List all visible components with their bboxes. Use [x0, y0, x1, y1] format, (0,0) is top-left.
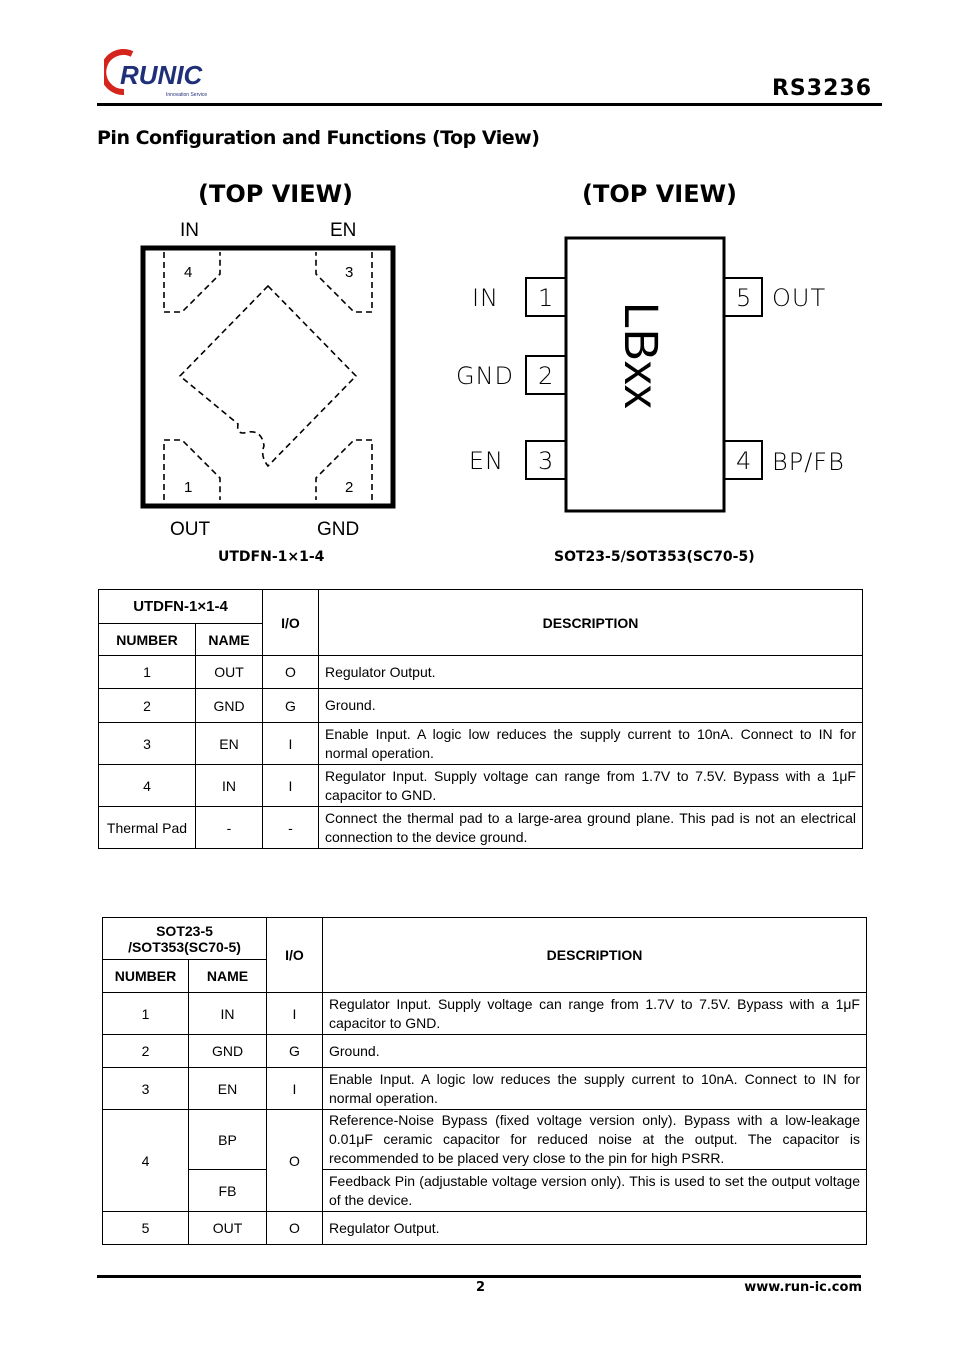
- table-package-line1: SOT23-5: [156, 922, 213, 939]
- table-description-header: DESCRIPTION: [319, 590, 863, 656]
- table-row: [99, 689, 863, 723]
- dfn-pin-name-gnd: GND: [317, 519, 360, 540]
- pin-number: 3: [103, 1068, 189, 1110]
- pin-name: EN: [196, 723, 263, 765]
- footer-divider: [97, 1275, 861, 1278]
- logo-tagline: Innovation Service: [166, 92, 208, 98]
- table-row: [103, 1110, 867, 1170]
- pin-io: O: [267, 1212, 323, 1245]
- utdfn-pin-table: [98, 589, 863, 849]
- pin-number: 1: [103, 993, 189, 1035]
- sot-pin-num-2: 2: [538, 362, 554, 390]
- dfn-pin-num-4: 4: [184, 264, 193, 281]
- pin-name: FB: [189, 1170, 267, 1212]
- sot-pin-num-5: 5: [736, 284, 752, 312]
- sot-pin-num-4: 4: [736, 447, 752, 475]
- table-row: [99, 765, 863, 807]
- pin-name: OUT: [196, 656, 263, 689]
- part-number: RS3236: [771, 76, 872, 101]
- dfn-pin-name-out: OUT: [170, 519, 211, 540]
- table-row: [103, 993, 867, 1035]
- pin-name: GND: [196, 689, 263, 723]
- pin-io: -: [263, 807, 319, 849]
- section-title: Pin Configuration and Functions (Top View): [97, 127, 540, 149]
- sot-marking-code: LBxx: [614, 302, 667, 409]
- pin-name: GND: [189, 1035, 267, 1068]
- pin-description: Enable Input. A logic low reduces the supply current to 10nA. Connect to IN for normal operation.: [323, 1068, 867, 1110]
- dfn-package-caption: UTDFN-1×1-4: [218, 549, 325, 565]
- sot23-pin-table: [102, 917, 867, 1245]
- pin-number: 3: [99, 723, 196, 765]
- sot-pin-name-out: OUT: [772, 284, 827, 312]
- pin-io: I: [267, 993, 323, 1035]
- table-package-line2: /SOT353(SC70-5): [128, 938, 241, 955]
- pin-name: BP: [189, 1110, 267, 1170]
- company-logo: [104, 46, 224, 102]
- table-name-header: NAME: [189, 960, 267, 993]
- dfn-pad-2: [316, 440, 372, 500]
- pin-name: OUT: [189, 1212, 267, 1245]
- dfn-thermal-pad: [180, 286, 356, 466]
- table-package-header: [103, 918, 267, 960]
- pin-io: I: [267, 1068, 323, 1110]
- header-divider: [97, 103, 882, 106]
- utdfn-package-diagram: [120, 210, 420, 545]
- pin-description: Regulator Output.: [319, 656, 863, 689]
- sot23-package-diagram: [455, 230, 875, 520]
- pin-io: I: [263, 723, 319, 765]
- dfn-pin-num-2: 2: [345, 479, 354, 496]
- page-number: 2: [476, 1280, 486, 1295]
- sot-pin-name-en: EN: [468, 447, 504, 475]
- pin-description: Regulator Output.: [323, 1212, 867, 1245]
- dfn-pin-name-in: IN: [180, 220, 199, 241]
- table-row: [99, 656, 863, 689]
- sot-pin-name-gnd: GND: [455, 362, 514, 390]
- dfn-pin-num-3: 3: [345, 264, 354, 281]
- pin-description: Ground.: [319, 689, 863, 723]
- pin-name: IN: [189, 993, 267, 1035]
- dfn-pin-name-en: EN: [330, 220, 357, 241]
- pin-number: 5: [103, 1212, 189, 1245]
- pin-description: Reference-Noise Bypass (fixed voltage version only). Bypass with a low-leakage 0.01μF ceramic capacitor for reduced noise at the output. The capacitor is recommended to be placed very close to the pin for high PSRR.: [323, 1110, 867, 1170]
- table-row: [99, 807, 863, 849]
- pin-description: Enable Input. A logic low reduces the supply current to 10nA. Connect to IN for normal operation.: [319, 723, 863, 765]
- pin-io: G: [267, 1035, 323, 1068]
- pin-io: O: [267, 1110, 323, 1212]
- pin-number: 4: [103, 1110, 189, 1212]
- table-row: [103, 1170, 867, 1212]
- pin-description: Ground.: [323, 1035, 867, 1068]
- pin-io: O: [263, 656, 319, 689]
- sot-pin-num-3: 3: [538, 447, 554, 475]
- pin-description: Regulator Input. Supply voltage can range from 1.7V to 7.5V. Bypass with a 1μF capacitor to GND.: [323, 993, 867, 1035]
- pin-number: 2: [103, 1035, 189, 1068]
- table-io-header: I/O: [267, 918, 323, 993]
- sot-package-caption: SOT23-5/SOT353(SC70-5): [554, 549, 755, 565]
- table-number-header: NUMBER: [103, 960, 189, 993]
- sot-pin-num-1: 1: [538, 284, 554, 312]
- table-number-header: NUMBER: [99, 624, 196, 656]
- table-row: [103, 1068, 867, 1110]
- sot-top-view-label: (TOP VIEW): [582, 180, 738, 208]
- pin-description: Regulator Input. Supply voltage can range from 1.7V to 7.5V. Bypass with a 1μF capacitor to GND.: [319, 765, 863, 807]
- pin-name: -: [196, 807, 263, 849]
- sot-pin-name-bpfb: BP/FB: [772, 448, 845, 476]
- table-row: [103, 1035, 867, 1068]
- pin-number: Thermal Pad: [99, 807, 196, 849]
- pin-description: Connect the thermal pad to a large-area ground plane. This pad is not an electrical connection to the device ground.: [319, 807, 863, 849]
- dfn-pin-num-1: 1: [184, 479, 193, 496]
- website-link[interactable]: www.run-ic.com: [744, 1280, 862, 1295]
- pin-number: 4: [99, 765, 196, 807]
- table-row: [99, 723, 863, 765]
- pin-name: IN: [196, 765, 263, 807]
- pin-number: 2: [99, 689, 196, 723]
- pin-io: I: [263, 765, 319, 807]
- sot-pin-name-in: IN: [471, 284, 499, 312]
- table-row: [103, 1212, 867, 1245]
- dfn-pad-3: [316, 252, 372, 312]
- pin-number: 1: [99, 656, 196, 689]
- table-name-header: NAME: [196, 624, 263, 656]
- pin-name: EN: [189, 1068, 267, 1110]
- dfn-top-view-label: (TOP VIEW): [198, 180, 354, 208]
- table-description-header: DESCRIPTION: [323, 918, 867, 993]
- pin-io: G: [263, 689, 319, 723]
- logo-wordmark: RUNIC: [120, 60, 203, 90]
- dfn-pad-4: [164, 252, 220, 312]
- table-package-header: UTDFN-1×1-4: [99, 590, 263, 624]
- pin-description: Feedback Pin (adjustable voltage version only). This is used to set the output voltage of the device.: [323, 1170, 867, 1212]
- table-io-header: I/O: [263, 590, 319, 656]
